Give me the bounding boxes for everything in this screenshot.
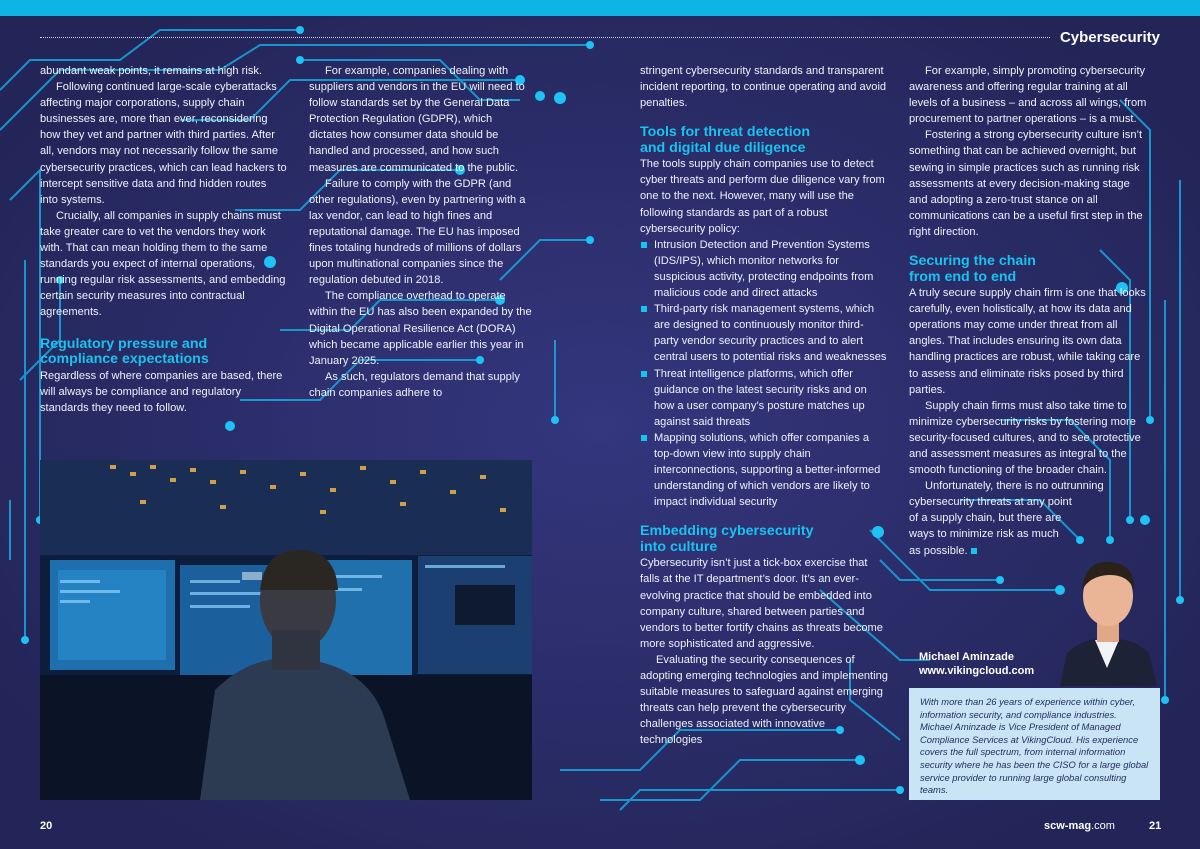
top-accent-bar <box>0 0 1200 16</box>
heading-line: Regulatory pressure and <box>40 335 208 352</box>
paragraph: stringent cybersecurity standards and transparent incident reporting, to continue operating and avoid penalties. <box>640 65 887 110</box>
column-1 <box>40 63 287 416</box>
heading-line: into culture <box>640 538 718 555</box>
page-number-right: 21 <box>1149 820 1162 832</box>
column-4 <box>909 63 1147 559</box>
author-credit <box>919 650 1034 678</box>
paragraph <box>909 478 1147 558</box>
footer-site <box>1044 820 1115 832</box>
text-line: Unfortunately, there is no outrunning <box>925 480 1104 493</box>
heading-line: Securing the chain <box>909 253 1036 270</box>
heading-line: from end to end <box>909 268 1017 285</box>
column-3 <box>640 63 888 748</box>
heading-embedding <box>640 524 888 555</box>
paragraph: The compliance overhead to operate within the EU has also been expanded by the Digital Operational Resilience Act (DORA) which became applicable earlier this year in January 2025. <box>309 290 532 367</box>
footer-site-rest: .com <box>1091 820 1115 832</box>
header-rule <box>40 37 1050 38</box>
end-mark-icon <box>971 548 977 554</box>
author-photo <box>1055 548 1160 686</box>
tools-list <box>640 237 888 511</box>
paragraph: A truly secure supply chain firm is one that looks carefully, even holistically, at how its data and operations may come under threat from all angles. That includes ensuring its own data handling practices are robust, while taking care to assess and eliminate risks posed by third parties. <box>909 287 1146 396</box>
footer-site-bold: scw-mag <box>1044 820 1092 832</box>
heading-securing <box>909 254 1147 285</box>
paragraph: Crucially, all companies in supply chains must take greater care to vet the vendors they work with. That can mean holding them to the same standards you expect of internal operations, running regular risk assessments, and embedding certain security measures into contractual agreements. <box>40 209 286 319</box>
heading-line: Embedding cybersecurity <box>640 523 814 540</box>
heading-line: Tools for threat detection <box>640 124 810 141</box>
photo-security-analyst <box>40 460 532 800</box>
list-item: Threat intelligence platforms, which offer guidance on the latest security risks and on how a user company’s posture matches up against said threats <box>640 366 888 430</box>
list-item: Intrusion Detection and Prevention Systems (IDS/IPS), which monitor networks for suspicious activity, protecting endpoints from malicious code and direct attacks <box>640 237 888 301</box>
paragraph: Following continued large-scale cyberattacks affecting major corporations, supply chain businesses are, more than ever, reconsidering how they vet and partner with third parties. After all, vendors may not necessarily follow the same cybersecurity practices, which can lead hackers to intercept sensitive data and find hidden routes into systems. <box>40 81 287 206</box>
paragraph: Failure to comply with the GDPR (and other regulations), even by partnering with a lax vendor, can lead to high fines and reputational damage. The EU has imposed fines totaling hundreds of millions of dollars upon multinational companies since the regulation debuted in 2018. <box>309 177 526 287</box>
paragraph: For example, companies dealing with suppliers and vendors in the EU will need to follow standards set by the General Data Protection Regulation (GDPR), which dictates how consumer data should be handled and processed, and how such measures are communicated to the public. <box>309 65 525 174</box>
paragraph: Cybersecurity isn’t just a tick-box exercise that falls at the IT department’s door. It’s an ever-evolving practice that should be embedded into company culture, shared between parties and vendors to better fortify chains as threats become more sophisticated and aggressive. <box>640 557 883 650</box>
text-line: as possible. <box>909 544 968 557</box>
column-2 <box>309 63 532 401</box>
author-bio: With more than 26 years of experience within cyber, information security, and compliance industries. Michael Aminzade is Vice President of Managed Compliance Services at VikingCloud. His experience covers the full spectrum, from internal information security where he has been the CISO for a large global service provider to running large global consulting teams. <box>909 688 1160 800</box>
list-item: Mapping solutions, which offer companies a top-down view into supply chain interconnections, supporting a better-informed understanding of which vendors are likely to impact individual security <box>640 430 888 510</box>
heading-line: and digital due diligence <box>640 139 806 156</box>
paragraph: The tools supply chain companies use to detect cyber threats and perform due diligence vary from one to the next. However, many will use the following standards as part of a robust cybersecurity policy: <box>640 158 885 235</box>
paragraph: Fostering a strong cybersecurity culture isn’t something that can be achieved overnight, but sewing in simple practices such as running risk assessments at every decision-making stage and adopting a zero-trust stance on all communications can be a useful first step in the right direction. <box>909 129 1143 238</box>
page-number-left: 20 <box>40 820 53 832</box>
heading-line: compliance expectations <box>40 351 209 367</box>
paragraph: abundant weak points, it remains at high risk. <box>40 65 262 77</box>
paragraph: Supply chain firms must also take time to minimize cybersecurity risks by fostering more security-focused cultures, and to see protective and assessment measures as integral to the smooth functioning of the broader chain. <box>909 399 1141 477</box>
section-title: Cybersecurity <box>1059 29 1160 46</box>
text-line: ways to minimize risk as much <box>909 528 1059 541</box>
heading-regulatory <box>40 337 287 368</box>
text-line: of a supply chain, but there are <box>909 512 1062 525</box>
paragraph: For example, simply promoting cybersecurity awareness and offering regular training at all levels of a business – and across all wings, from procurement to partner operations – is a must. <box>909 65 1147 126</box>
heading-tools <box>640 125 888 156</box>
author-site: www.vikingcloud.com <box>919 665 1035 677</box>
author-name: Michael Aminzade <box>919 651 1014 663</box>
list-item: Third-party risk management systems, which are designed to continuously monitor third-party vendor security practices and to alert central users to potential risks and weaknesses <box>640 301 888 365</box>
text-line: cybersecurity threats at any point <box>909 496 1072 509</box>
paragraph: As such, regulators demand that supply chain companies adhere to <box>309 370 520 399</box>
paragraph: Evaluating the security consequences of adopting emerging technologies and implementing suitable measures to safeguard against emerging threats can help prevent the cybersecurity challenges associated with innovative technologies <box>640 653 888 747</box>
paragraph: Regardless of where companies are based, there will always be compliance and regulatory standards they need to follow. <box>40 369 283 414</box>
